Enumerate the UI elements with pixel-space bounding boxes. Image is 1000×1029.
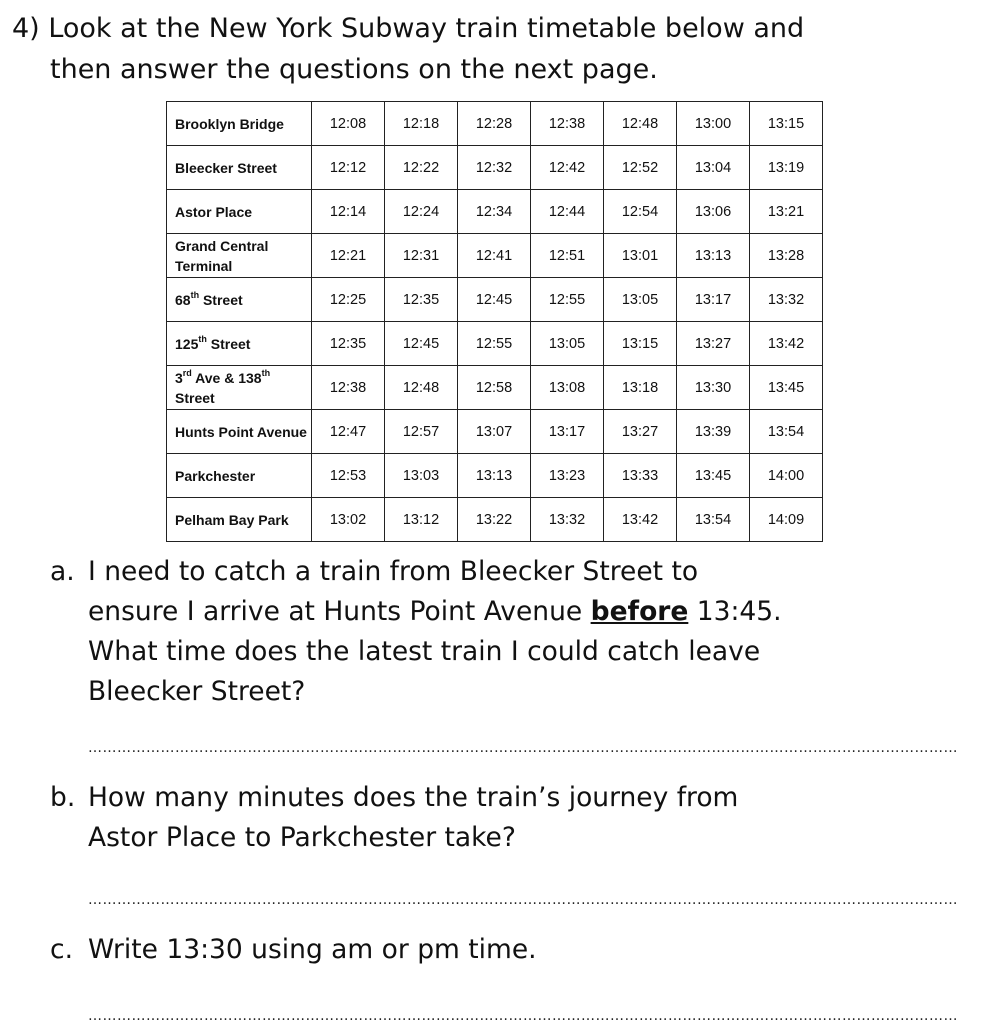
departure-time: 13:07 (458, 410, 531, 454)
departure-time: 12:34 (458, 190, 531, 234)
departure-time: 12:45 (385, 322, 458, 366)
table-row (167, 322, 823, 366)
departure-time: 13:32 (750, 278, 823, 322)
departure-time: 12:22 (385, 146, 458, 190)
departure-time: 12:25 (312, 278, 385, 322)
departure-time: 13:23 (531, 454, 604, 498)
question-heading (12, 8, 912, 90)
departure-time: 12:14 (312, 190, 385, 234)
departure-time: 12:48 (385, 366, 458, 410)
departure-time: 13:02 (312, 498, 385, 542)
departure-time: 13:28 (750, 234, 823, 278)
departure-time: 12:48 (604, 102, 677, 146)
question-b-letter: b. (50, 782, 76, 813)
question-c-line-1: Write 13:30 using am or pm time. (88, 934, 537, 965)
question-b (50, 778, 870, 858)
heading-line-2: then answer the questions on the next page. (50, 54, 658, 85)
departure-time: 13:03 (385, 454, 458, 498)
answer-line-c[interactable]: ……………………………………………………………………………………………………………………………………………………………… (88, 1008, 958, 1024)
departure-time: 12:08 (312, 102, 385, 146)
departure-time: 13:22 (458, 498, 531, 542)
departure-time: 13:54 (750, 410, 823, 454)
subway-timetable (166, 101, 823, 542)
departure-time: 12:35 (385, 278, 458, 322)
question-a-line-2-start: ensure I arrive at Hunts Point Avenue (88, 596, 591, 627)
departure-time: 13:33 (604, 454, 677, 498)
departure-time: 13:12 (385, 498, 458, 542)
departure-time: 13:45 (750, 366, 823, 410)
departure-time: 12:42 (531, 146, 604, 190)
departure-time: 13:30 (677, 366, 750, 410)
question-a-line-2-end: 13:45. (688, 596, 782, 627)
departure-time: 13:04 (677, 146, 750, 190)
departure-time: 12:32 (458, 146, 531, 190)
departure-time: 12:54 (604, 190, 677, 234)
table-row (167, 454, 823, 498)
table-row (167, 498, 823, 542)
station-name: Bleecker Street (167, 146, 312, 190)
departure-time: 13:06 (677, 190, 750, 234)
question-b-line-1: How many minutes does the train’s journey from (88, 782, 739, 813)
station-name: Pelham Bay Park (167, 498, 312, 542)
timetable-body (167, 102, 823, 542)
station-name: 125th Street (167, 322, 312, 366)
departure-time: 12:41 (458, 234, 531, 278)
question-a-emphasis: before (590, 596, 689, 627)
departure-time: 12:21 (312, 234, 385, 278)
question-number: 4) (12, 13, 40, 44)
table-row (167, 278, 823, 322)
table-row (167, 190, 823, 234)
departure-time: 12:38 (312, 366, 385, 410)
station-name: 3rd Ave & 138th Street (167, 366, 312, 410)
departure-time: 13:17 (531, 410, 604, 454)
departure-time: 12:52 (604, 146, 677, 190)
station-name: Grand Central Terminal (167, 234, 312, 278)
question-a (50, 552, 870, 712)
departure-time: 13:08 (531, 366, 604, 410)
departure-time: 12:28 (458, 102, 531, 146)
question-a-line-2 (50, 592, 870, 632)
departure-time: 12:24 (385, 190, 458, 234)
station-name: Brooklyn Bridge (167, 102, 312, 146)
departure-time: 13:13 (458, 454, 531, 498)
question-c (50, 930, 870, 970)
departure-time: 13:01 (604, 234, 677, 278)
departure-time: 12:44 (531, 190, 604, 234)
departure-time: 13:05 (531, 322, 604, 366)
departure-time: 13:15 (604, 322, 677, 366)
station-name: 68th Street (167, 278, 312, 322)
answer-line-a[interactable]: ……………………………………………………………………………………………………………………………………………………………… (88, 740, 958, 756)
question-a-line-3: What time does the latest train I could catch leave (88, 636, 761, 667)
departure-time: 12:55 (531, 278, 604, 322)
departure-time: 12:12 (312, 146, 385, 190)
departure-time: 13:18 (604, 366, 677, 410)
table-row (167, 146, 823, 190)
departure-time: 12:31 (385, 234, 458, 278)
departure-time: 14:00 (750, 454, 823, 498)
departure-time: 12:53 (312, 454, 385, 498)
departure-time: 13:00 (677, 102, 750, 146)
departure-time: 13:27 (604, 410, 677, 454)
answer-line-b[interactable]: ……………………………………………………………………………………………………………………………………………………………… (88, 892, 958, 908)
station-name: Parkchester (167, 454, 312, 498)
table-row (167, 366, 823, 410)
departure-time: 13:42 (604, 498, 677, 542)
heading-line-1: Look at the New York Subway train timetable below and (48, 13, 805, 44)
departure-time: 13:45 (677, 454, 750, 498)
departure-time: 13:42 (750, 322, 823, 366)
departure-time: 12:45 (458, 278, 531, 322)
departure-time: 13:21 (750, 190, 823, 234)
departure-time: 13:05 (604, 278, 677, 322)
departure-time: 13:17 (677, 278, 750, 322)
departure-time: 13:39 (677, 410, 750, 454)
departure-time: 12:35 (312, 322, 385, 366)
departure-time: 12:47 (312, 410, 385, 454)
table-row (167, 234, 823, 278)
question-a-line-4: Bleecker Street? (88, 676, 306, 707)
departure-time: 12:18 (385, 102, 458, 146)
departure-time: 14:09 (750, 498, 823, 542)
departure-time: 13:54 (677, 498, 750, 542)
question-a-line-1: I need to catch a train from Bleecker Street to (88, 556, 699, 587)
table-row (167, 102, 823, 146)
question-c-letter: c. (50, 934, 73, 965)
station-name: Hunts Point Avenue (167, 410, 312, 454)
departure-time: 13:32 (531, 498, 604, 542)
station-name: Astor Place (167, 190, 312, 234)
question-b-line-2: Astor Place to Parkchester take? (88, 822, 516, 853)
departure-time: 12:38 (531, 102, 604, 146)
departure-time: 12:58 (458, 366, 531, 410)
departure-time: 13:15 (750, 102, 823, 146)
departure-time: 12:51 (531, 234, 604, 278)
departure-time: 13:27 (677, 322, 750, 366)
departure-time: 13:19 (750, 146, 823, 190)
departure-time: 12:57 (385, 410, 458, 454)
departure-time: 12:55 (458, 322, 531, 366)
table-row (167, 410, 823, 454)
question-a-letter: a. (50, 556, 75, 587)
departure-time: 13:13 (677, 234, 750, 278)
